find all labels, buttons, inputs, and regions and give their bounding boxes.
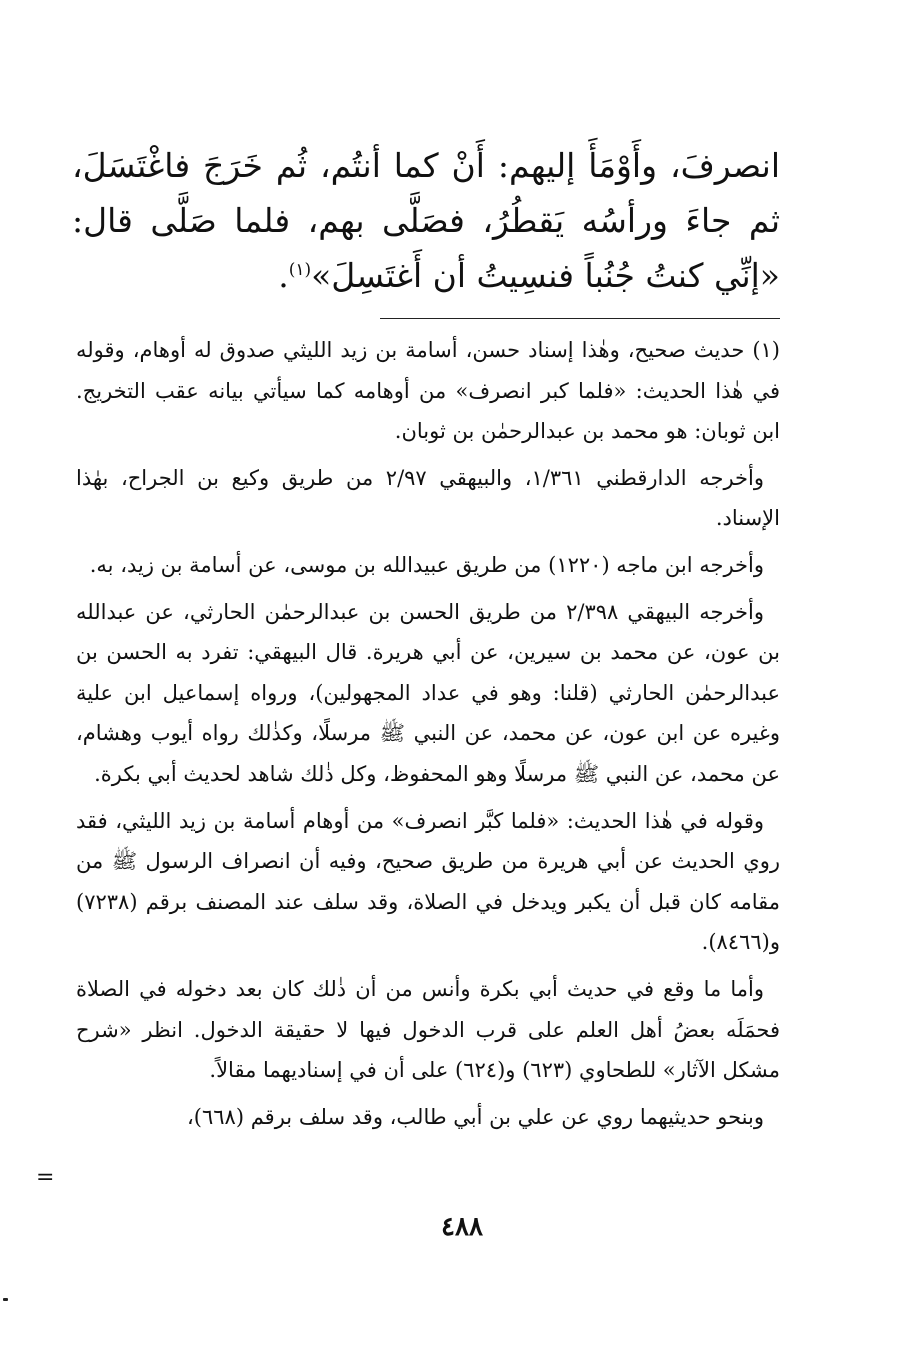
end-punctuation: . [278,256,289,295]
footnote-paragraph-bayhaqi: وأخرجه البيهقي ٢/٣٩٨ من طريق الحسن بن عبدالرحمٰن الحارثي، عن عبدالله بن عون، عن محمد بن سيرين، عن أبي هريرة. قال البيهقي: تفرد به الحسن بن عبدالرحمٰن الحارثي (قلنا: وهو في عداد المجهولين)، ورواه إسماعيل ابن علية وغيره عن ابن عون، عن محمد، عن النبي ﷺ مرسلًا، وكذٰلك رواه أيوب وهشام، عن محمد، عن النبي ﷺ مرسلًا وهو المحفوظ، وكل ذٰلك شاهد لحديث أبي بكرة. [76,599,780,786]
footnote-paragraph-ibn-majah: وأخرجه ابن ماجه (١٢٢٠) من طريق عبيدالله بن موسى، عن أسامة بن زيد، به. [89,552,764,577]
footnote-paragraph-abu-bakra: وأما ما وقع في حديث أبي بكرة وأنس من أن ذٰلك كان بعد دخوله في الصلاة فحمَلَه بعضُ أهل العلم على قرب الدخول فيها لا حقيقة الدخول. انظر «شرح مشكل الآثار» للطحاوي (٦٢٣) و(٦٢٤) على أن في إسناديهما مقالاً. [76,976,780,1083]
footnote-reference: (١) [288,260,312,280]
scan-artifact [3,1298,8,1301]
page-number: ٤٨٨ [441,1212,483,1242]
footnote-separator [380,318,780,319]
hadith-paragraph [72,138,780,303]
continuation-mark: = [36,1165,55,1190]
footnote-1: (١) حديث صحيح، وهٰذا إسناد حسن، أسامة بن زيد الليثي صدوق له أوهام، وقوله في هٰذا الحديث: «فلما كبر انصرف» من أوهامه كما سيأتي بيانه عقب التخريج. ابن ثوبان: هو محمد بن عبدالرحمٰن بن ثوبان. [76,338,780,444]
footnote-paragraph-daraqutni: وأخرجه الدارقطني ١/٣٦١، والبيهقي ٢/٩٧ من طريق وكيع بن الجراح، بهٰذا الإسناد. [76,465,780,531]
footnote-paragraph-ali: وبنحو حديثيهما روي عن علي بن أبي طالب، وقد سلف برقم (٦٦٨)، [187,1104,764,1129]
hadith-body: انصرفَ، وأَوْمَأَ إليهم: أَنْ كما أنتُم، ثُم خَرَجَ فاغْتَسَلَ، ثم جاءَ ورأسُه يَقطُرُ، فصَلَّى بهم، فلما صَلَّى قال: «إنِّي كنتُ جُنُباً فنسِيتُ أن أَغتَسِلَ» [72,146,780,295]
hadith-text [72,138,780,303]
footnotes-section [76,330,780,1143]
footnote-paragraph-awham: وقوله في هٰذا الحديث: «فلما كبَّر انصرف» من أوهام أسامة بن زيد الليثي، فقد روي الحديث عن أبي هريرة من طريق صحيح، وفيه أن انصراف الرسول ﷺ من مقامه كان قبل أن يكبر ويدخل في الصلاة، وقد سلف عند المصنف برقم (٧٢٣٨) و(٨٤٦٦). [76,808,780,955]
